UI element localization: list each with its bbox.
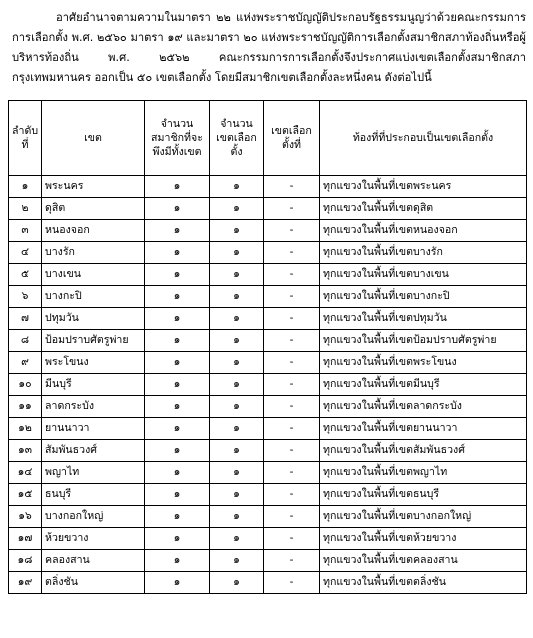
table-row [9,440,527,462]
header-num: ลำดับที่ [9,101,42,176]
district-count: ๑ [210,462,264,484]
area-description: ทุกแขวงในพื้นที่เขตหนองจอก [320,220,527,242]
district-count: ๑ [210,572,264,594]
header-members: จำนวนสมาชิกที่จะพึงมีทั้งเขต [145,101,210,176]
district-count: ๑ [210,176,264,198]
member-count: ๑ [145,440,210,462]
area-description: ทุกแขวงในพื้นที่เขตพญาไท [320,462,527,484]
table-row [9,330,527,352]
district-count: ๑ [210,484,264,506]
table-row [9,462,527,484]
district-name: บางกอกใหญ่ [42,506,145,528]
table-row [9,550,527,572]
header-desc: ท้องที่ที่ประกอบเป็นเขตเลือกตั้ง [320,101,527,176]
row-number: ๑๔ [9,462,42,484]
intro-text: อาศัยอำนาจตามความในมาตรา ๒๒ แห่งพระราชบัญญัติประกอบรัฐธรรมนูญว่าด้วยคณะกรรมการการเลือกตั้ง พ.ศ. ๒๕๖๐ มาตรา ๑๙ และมาตรา ๒๐ แห่งพระราชบัญญัติการเลือกตั้งสมาชิกสภาท้องถิ่นหรือผู้บริหารท้องถิ่น พ.ศ. ๒๕๖๒ คณะกรรมการการเลือกตั้งจึงประกาศแบ่งเขตเลือกตั้งสมาชิกสภากรุงเทพมหานคร ออกเป็น ๕๐ เขตเลือกตั้ง โดยมีสมาชิกเขตเลือกตั้งละหนึ่งคน ดังต่อไปนี้ [12,11,526,84]
electoral-area: - [264,308,320,330]
district-name: คลองสาน [42,550,145,572]
district-table [8,100,527,594]
district-name: พญาไท [42,462,145,484]
district-count: ๑ [210,308,264,330]
district-name: บางรัก [42,242,145,264]
row-number: ๒ [9,198,42,220]
table-row [9,220,527,242]
header-districts: จำนวนเขตเลือกตั้ง [210,101,264,176]
area-description: ทุกแขวงในพื้นที่เขตธนบุรี [320,484,527,506]
row-number: ๓ [9,220,42,242]
row-number: ๙ [9,352,42,374]
row-number: ๗ [9,308,42,330]
table-body [9,176,527,594]
member-count: ๑ [145,572,210,594]
table-row [9,418,527,440]
member-count: ๑ [145,286,210,308]
district-name: พระโขนง [42,352,145,374]
area-description: ทุกแขวงในพื้นที่เขตบางกอกใหญ่ [320,506,527,528]
district-count: ๑ [210,396,264,418]
district-name: ตลิ่งชัน [42,572,145,594]
district-name: ยานนาวา [42,418,145,440]
row-number: ๑ [9,176,42,198]
electoral-area: - [264,330,320,352]
district-count: ๑ [210,242,264,264]
member-count: ๑ [145,198,210,220]
table-row [9,572,527,594]
table-row [9,374,527,396]
area-description: ทุกแขวงในพื้นที่เขตยานนาวา [320,418,527,440]
area-description: ทุกแขวงในพื้นที่เขตบางกะปิ [320,286,527,308]
district-name: พระนคร [42,176,145,198]
electoral-area: - [264,506,320,528]
electoral-area: - [264,352,320,374]
area-description: ทุกแขวงในพื้นที่เขตป้อมปราบศัตรูพ่าย [320,330,527,352]
table-row [9,286,527,308]
electoral-area: - [264,550,320,572]
member-count: ๑ [145,374,210,396]
member-count: ๑ [145,330,210,352]
table-row [9,198,527,220]
table-row [9,308,527,330]
header-area: เขตเลือกตั้งที่ [264,101,320,176]
row-number: ๘ [9,330,42,352]
area-description: ทุกแขวงในพื้นที่เขตบางรัก [320,242,527,264]
district-count: ๑ [210,220,264,242]
area-description: ทุกแขวงในพื้นที่เขตสัมพันธวงศ์ [320,440,527,462]
district-name: หนองจอก [42,220,145,242]
row-number: ๑๐ [9,374,42,396]
member-count: ๑ [145,264,210,286]
row-number: ๑๒ [9,418,42,440]
district-count: ๑ [210,440,264,462]
table-row [9,528,527,550]
member-count: ๑ [145,242,210,264]
row-number: ๔ [9,242,42,264]
area-description: ทุกแขวงในพื้นที่เขตคลองสาน [320,550,527,572]
area-description: ทุกแขวงในพื้นที่เขตลาดกระบัง [320,396,527,418]
electoral-area: - [264,176,320,198]
area-description: ทุกแขวงในพื้นที่เขตตลิ่งชัน [320,572,527,594]
electoral-area: - [264,572,320,594]
table-row [9,242,527,264]
table-row [9,396,527,418]
member-count: ๑ [145,396,210,418]
district-name: ป้อมปราบศัตรูพ่าย [42,330,145,352]
district-name: สัมพันธวงศ์ [42,440,145,462]
area-description: ทุกแขวงในพื้นที่เขตมีนบุรี [320,374,527,396]
member-count: ๑ [145,550,210,572]
area-description: ทุกแขวงในพื้นที่เขตห้วยขวาง [320,528,527,550]
district-name: ลาดกระบัง [42,396,145,418]
table-row [9,264,527,286]
district-count: ๑ [210,528,264,550]
electoral-area: - [264,418,320,440]
member-count: ๑ [145,418,210,440]
area-description: ทุกแขวงในพื้นที่เขตบางเขน [320,264,527,286]
member-count: ๑ [145,220,210,242]
district-count: ๑ [210,352,264,374]
area-description: ทุกแขวงในพื้นที่เขตดุสิต [320,198,527,220]
district-count: ๑ [210,550,264,572]
district-count: ๑ [210,264,264,286]
electoral-area: - [264,198,320,220]
electoral-area: - [264,242,320,264]
member-count: ๑ [145,308,210,330]
district-count: ๑ [210,418,264,440]
district-name: ปทุมวัน [42,308,145,330]
electoral-area: - [264,528,320,550]
table-row [9,176,527,198]
district-count: ๑ [210,506,264,528]
district-count: ๑ [210,198,264,220]
electoral-area: - [264,374,320,396]
row-number: ๖ [9,286,42,308]
table-row [9,506,527,528]
table-row [9,484,527,506]
row-number: ๑๗ [9,528,42,550]
electoral-area: - [264,396,320,418]
member-count: ๑ [145,528,210,550]
electoral-area: - [264,220,320,242]
intro-paragraph [12,8,526,88]
district-name: ธนบุรี [42,484,145,506]
member-count: ๑ [145,352,210,374]
area-description: ทุกแขวงในพื้นที่เขตปทุมวัน [320,308,527,330]
row-number: ๑๓ [9,440,42,462]
row-number: ๑๑ [9,396,42,418]
row-number: ๑๘ [9,550,42,572]
row-number: ๑๙ [9,572,42,594]
member-count: ๑ [145,506,210,528]
member-count: ๑ [145,462,210,484]
district-name: บางเขน [42,264,145,286]
table-header-row [9,101,527,176]
header-name: เขต [42,101,145,176]
area-description: ทุกแขวงในพื้นที่เขตพระนคร [320,176,527,198]
district-count: ๑ [210,374,264,396]
area-description: ทุกแขวงในพื้นที่เขตพระโขนง [320,352,527,374]
member-count: ๑ [145,484,210,506]
row-number: ๑๕ [9,484,42,506]
district-name: ดุสิต [42,198,145,220]
row-number: ๕ [9,264,42,286]
district-count: ๑ [210,330,264,352]
district-name: บางกะปิ [42,286,145,308]
table-row [9,352,527,374]
electoral-area: - [264,462,320,484]
district-name: มีนบุรี [42,374,145,396]
district-name: ห้วยขวาง [42,528,145,550]
electoral-area: - [264,264,320,286]
electoral-area: - [264,484,320,506]
electoral-area: - [264,440,320,462]
member-count: ๑ [145,176,210,198]
electoral-area: - [264,286,320,308]
row-number: ๑๖ [9,506,42,528]
district-count: ๑ [210,286,264,308]
